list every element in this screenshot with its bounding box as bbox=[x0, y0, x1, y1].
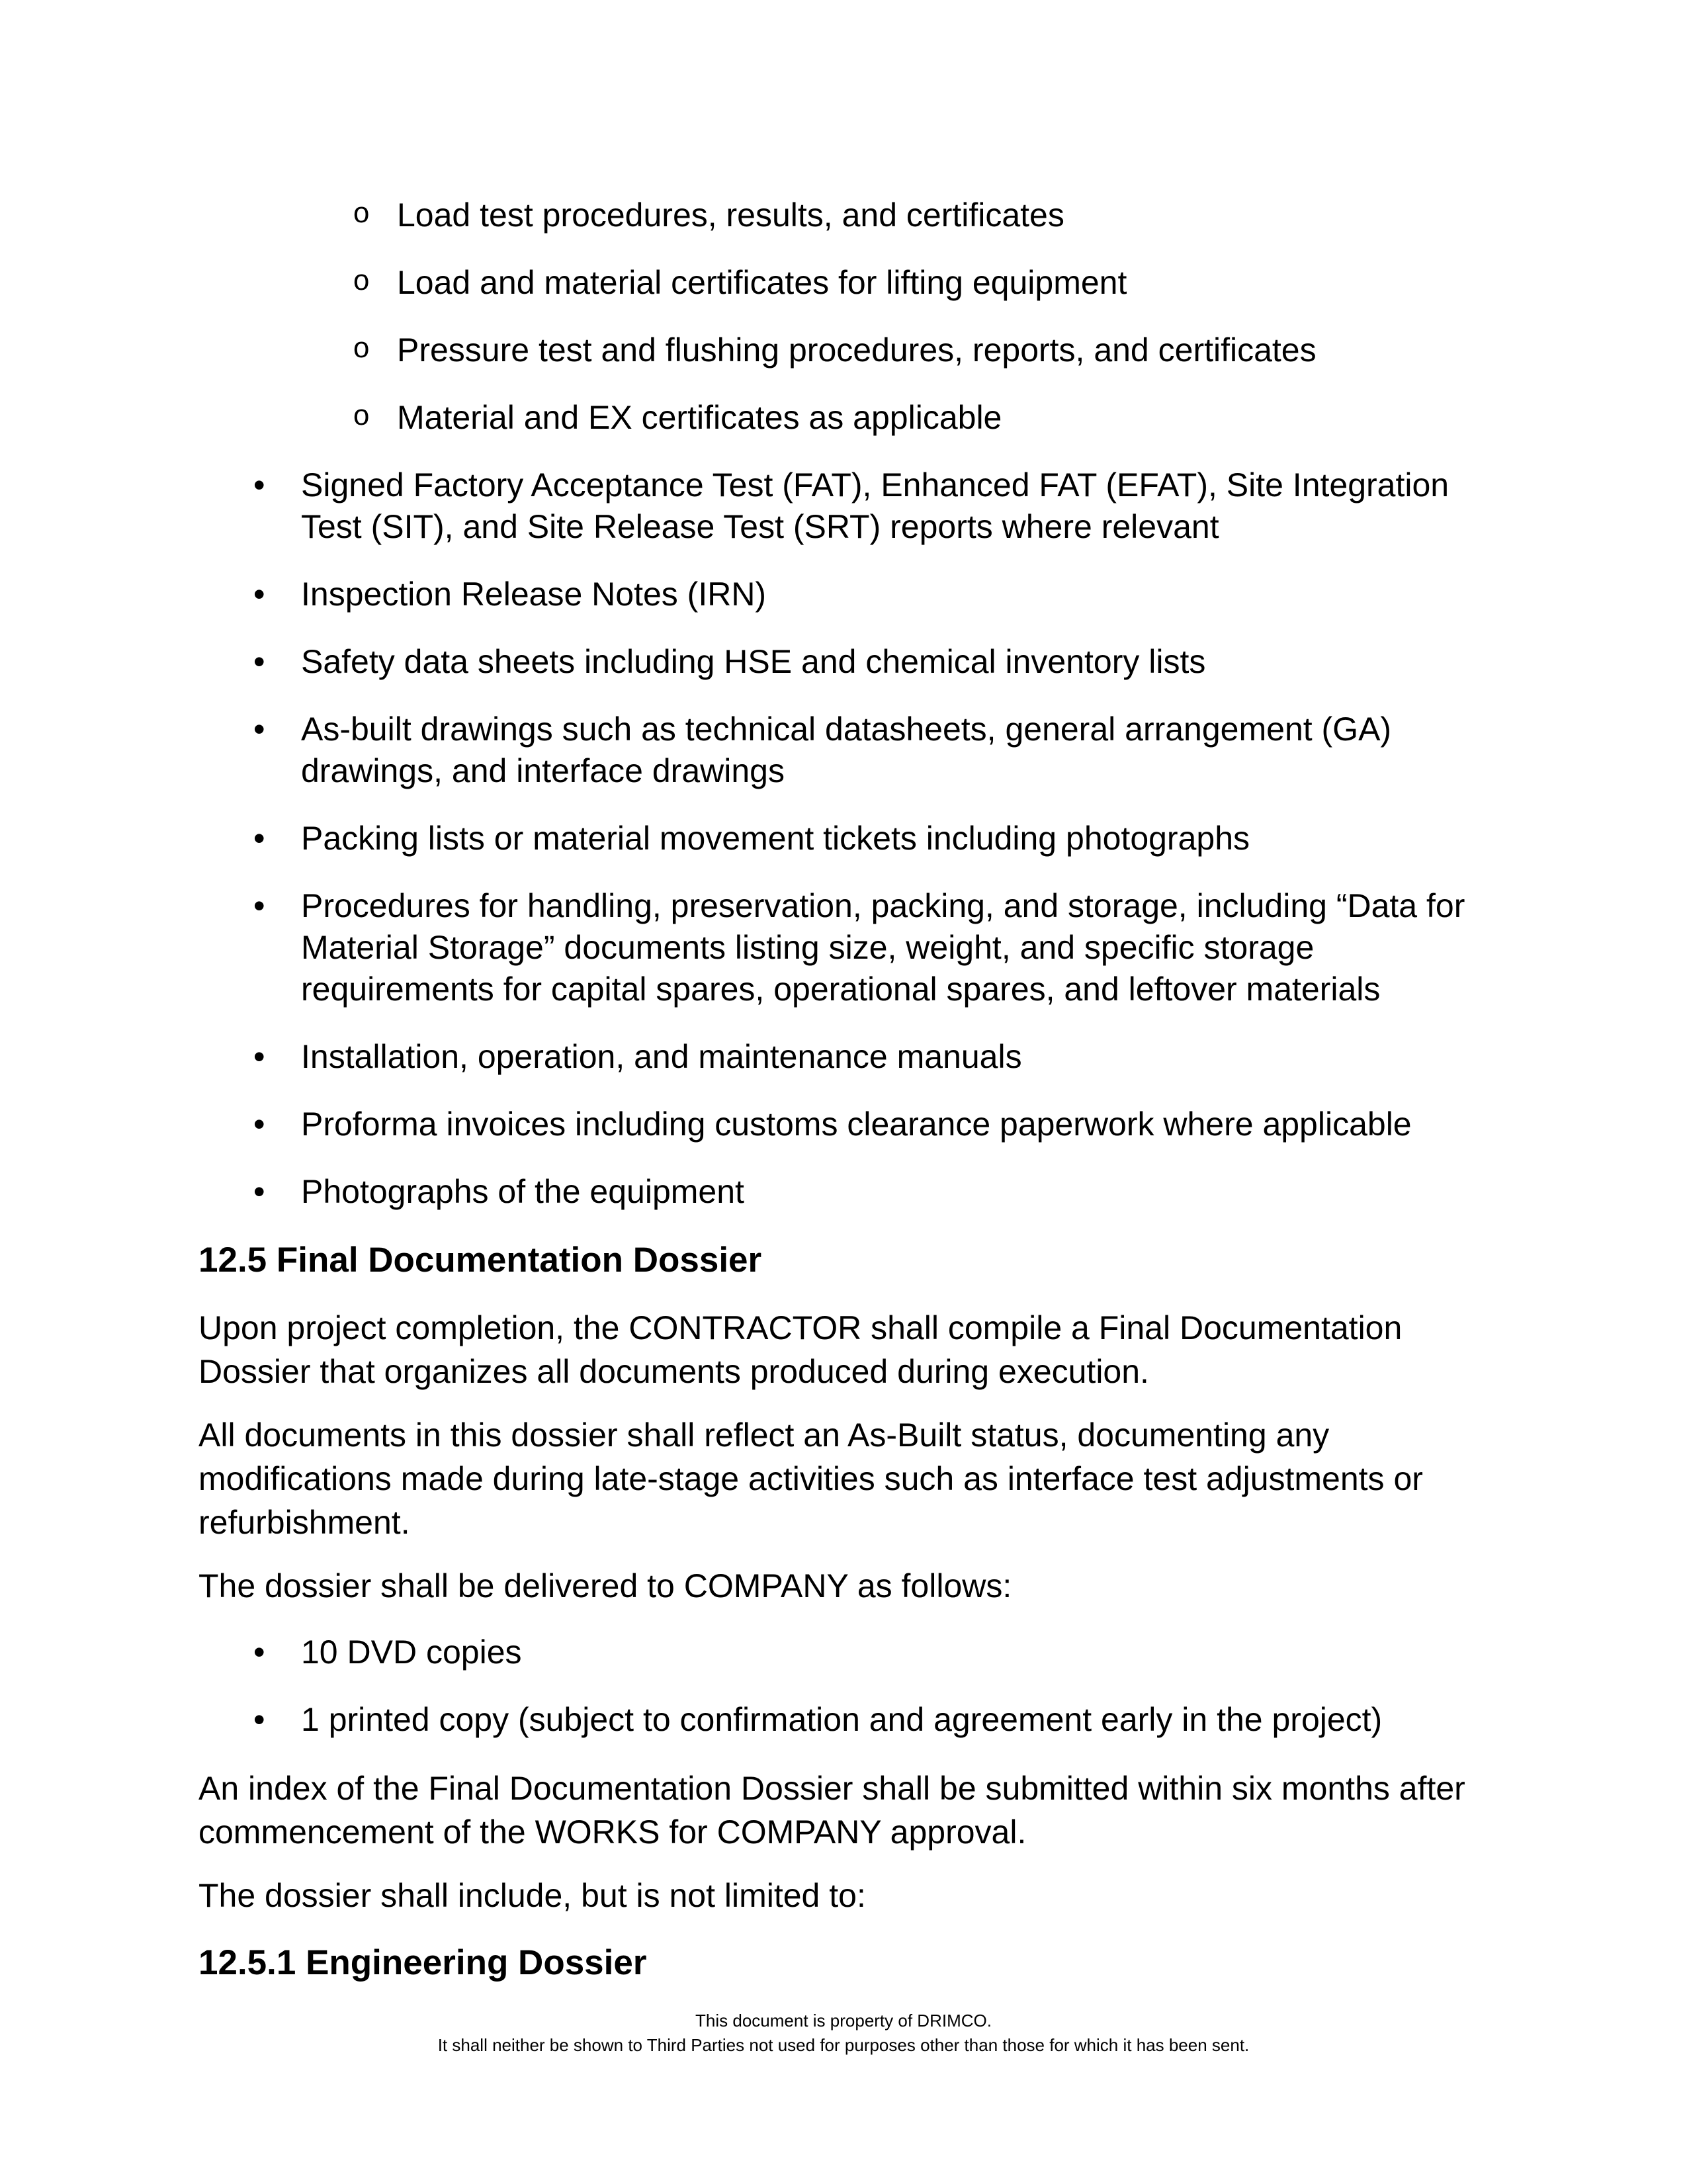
paragraph-line: refurbishment. bbox=[198, 1504, 410, 1541]
list-item bbox=[198, 1171, 1489, 1213]
list-item bbox=[198, 397, 1489, 439]
deliverables-list bbox=[198, 464, 1489, 1213]
bullet-icon: • bbox=[253, 820, 265, 857]
bullet-icon: • bbox=[253, 576, 265, 613]
list-item bbox=[198, 329, 1489, 371]
paragraph-line: All documents in this dossier shall reflect an As-Built status, documenting any bbox=[198, 1417, 1330, 1454]
list-item-text: Pressure test and flushing procedures, reports, and certificates bbox=[397, 331, 1317, 369]
list-item bbox=[198, 885, 1489, 1010]
paragraph-upon-completion bbox=[198, 1306, 1489, 1393]
bullet-icon: • bbox=[253, 711, 265, 748]
list-item bbox=[198, 574, 1489, 615]
bullet-icon: • bbox=[253, 1634, 265, 1671]
list-item-text: Load and material certificates for lifting equipment bbox=[397, 264, 1127, 301]
list-item bbox=[198, 195, 1489, 236]
list-item-text: Material Storage” documents listing size, weight, and specific storage bbox=[301, 929, 1315, 966]
delivery-format-list bbox=[198, 1632, 1489, 1741]
list-item bbox=[198, 1104, 1489, 1145]
bullet-icon: • bbox=[253, 887, 265, 924]
section-heading-12-5: 12.5 Final Documentation Dossier bbox=[198, 1241, 762, 1280]
list-item-text: Photographs of the equipment bbox=[301, 1173, 744, 1210]
footer-disclaimer bbox=[0, 2009, 1687, 2058]
circle-bullet-icon: o bbox=[353, 198, 370, 232]
list-item-text: Signed Factory Acceptance Test (FAT), Enhanced FAT (EFAT), Site Integration bbox=[301, 466, 1449, 503]
paragraph-line: modifications made during late-stage activities such as interface test adjustments or bbox=[198, 1460, 1423, 1497]
paragraph-as-built-status bbox=[198, 1413, 1489, 1544]
list-item bbox=[198, 1699, 1489, 1741]
paragraph-line: The dossier shall be delivered to COMPANY as follows: bbox=[198, 1567, 1012, 1604]
bullet-icon: • bbox=[253, 466, 265, 503]
circle-bullet-icon: o bbox=[353, 333, 370, 367]
list-item-text: Material and EX certificates as applicable bbox=[397, 399, 1002, 436]
list-item-text: Load test procedures, results, and certificates bbox=[397, 197, 1064, 234]
list-item-text: 1 printed copy (subject to confirmation and agreement early in the project) bbox=[301, 1701, 1383, 1738]
list-item-text: Procedures for handling, preservation, packing, and storage, including “Data for bbox=[301, 887, 1465, 924]
list-item-text: Packing lists or material movement tickets including photographs bbox=[301, 820, 1250, 857]
bullet-icon: • bbox=[253, 1173, 265, 1210]
footer-line-1: This document is property of DRIMCO. bbox=[695, 2011, 992, 2031]
list-item-text: Safety data sheets including HSE and chemical inventory lists bbox=[301, 643, 1206, 680]
list-item bbox=[198, 262, 1489, 304]
list-item bbox=[198, 464, 1489, 548]
circle-bullet-icon: o bbox=[353, 401, 370, 434]
bullet-icon: • bbox=[253, 1038, 265, 1075]
section-heading-12-5-1: 12.5.1 Engineering Dossier bbox=[198, 1943, 647, 1982]
list-item-text: Installation, operation, and maintenance manuals bbox=[301, 1038, 1022, 1075]
paragraph-line: commencement of the WORKS for COMPANY approval. bbox=[198, 1813, 1027, 1851]
bullet-icon: • bbox=[253, 1701, 265, 1738]
page-content bbox=[198, 195, 1489, 2009]
bullet-icon: • bbox=[253, 1106, 265, 1143]
list-item bbox=[198, 709, 1489, 792]
list-item-text: drawings, and interface drawings bbox=[301, 752, 785, 789]
list-item-text: As-built drawings such as technical datasheets, general arrangement (GA) bbox=[301, 711, 1392, 748]
paragraph-line: An index of the Final Documentation Dossier shall be submitted within six months after bbox=[198, 1770, 1465, 1807]
list-item bbox=[198, 818, 1489, 859]
list-item-text: requirements for capital spares, operational spares, and leftover materials bbox=[301, 971, 1381, 1008]
circle-bullet-icon: o bbox=[353, 266, 370, 299]
list-item-text: Test (SIT), and Site Release Test (SRT) reports where relevant bbox=[301, 508, 1219, 545]
list-item-text: Inspection Release Notes (IRN) bbox=[301, 576, 767, 613]
equipment-subdocument-list bbox=[198, 195, 1489, 439]
paragraph-line: Upon project completion, the CONTRACTOR shall compile a Final Documentation bbox=[198, 1309, 1403, 1346]
paragraph-index-submission bbox=[198, 1767, 1489, 1854]
list-item-text: 10 DVD copies bbox=[301, 1634, 522, 1671]
list-item bbox=[198, 1632, 1489, 1673]
paragraph-line: Dossier that organizes all documents produced during execution. bbox=[198, 1353, 1149, 1390]
list-item bbox=[198, 1036, 1489, 1078]
list-item bbox=[198, 641, 1489, 683]
paragraph-delivery-intro bbox=[198, 1564, 1489, 1608]
footer-line-2: It shall neither be shown to Third Parties not used for purposes other than those for which it has been sent. bbox=[437, 2035, 1250, 2055]
list-item-text: Proforma invoices including customs clearance paperwork where applicable bbox=[301, 1106, 1412, 1143]
paragraph-line: The dossier shall include, but is not limited to: bbox=[198, 1877, 866, 1914]
bullet-icon: • bbox=[253, 643, 265, 680]
paragraph-dossier-include bbox=[198, 1874, 1489, 1917]
